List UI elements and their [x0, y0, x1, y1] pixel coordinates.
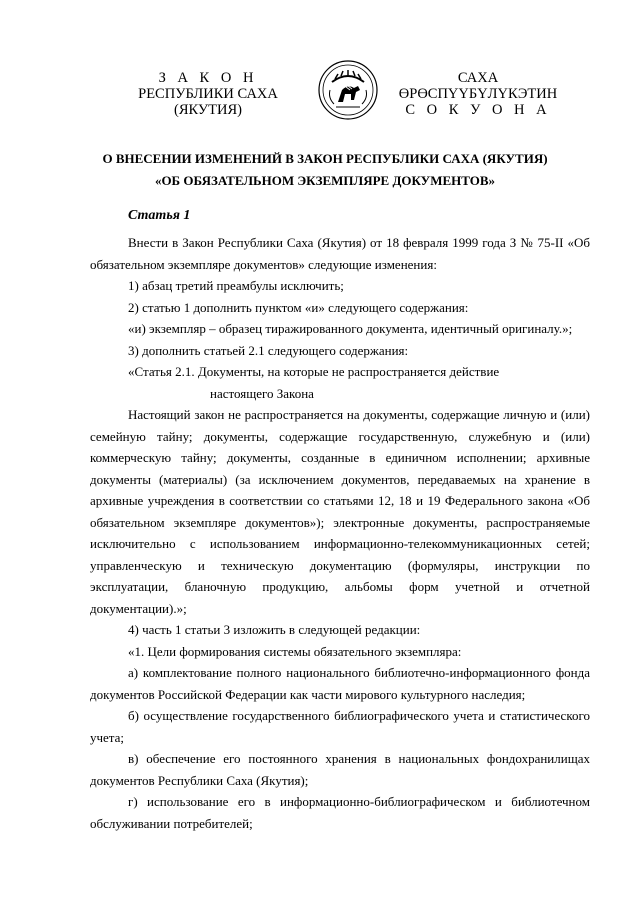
paragraph: Внести в Закон Республики Саха (Якутия) от 18 февраля 1999 года З № 75-II «Об обязательном экземпляре документов» следующие изменения: [90, 235, 590, 272]
paragraph: настоящего Закона [210, 385, 314, 401]
header-right [398, 70, 558, 118]
paragraph: «1. Цели формирования системы обязательного экземпляра: [128, 643, 462, 659]
paragraph: 4) часть 1 статьи 3 изложить в следующей редакции: [128, 622, 421, 637]
title-line-1: О ВНЕСЕНИИ ИЗМЕНЕНИЙ В ЗАКОН РЕСПУБЛИКИ САХА (ЯКУТИЯ) [102, 151, 548, 166]
paragraph: а) комплектование полного национального библиотечно-информационного фонда документов Российской Федерации как части мирового культурного наследия; [90, 665, 590, 702]
paragraph: «Статья 2.1. Документы, на которые не распространяется действие [128, 364, 500, 379]
document-title [60, 148, 590, 192]
document-body [90, 232, 590, 834]
header-left [108, 70, 308, 118]
paragraph: в) обеспечение его постоянного хранения в национальных фондохранилищах документов Республики Саха (Якутия); [90, 751, 590, 788]
header-republic-name: РЕСПУБЛИКИ САХА (ЯКУТИЯ) [138, 86, 278, 118]
article-heading: Статья 1 [128, 208, 191, 223]
paragraph: 1) абзац третий преамбулы исключить; [128, 278, 344, 293]
header-law-label: З А К О Н [158, 70, 258, 86]
paragraph: Настоящий закон не распространяется на документы, содержащие личную и (или) семейную тайну; документы, содержащие государственную, служебную и (или) коммерческую тайну; документы, созданные в единичном исполнении; архивные документы (материалы) (за исключением документов, передаваемых на хранение в архивные учреждения в соответствии со статьями 12, 18 и 19 Федерального закона «Об обязательном экземпляре документов»); электронные документы, распространяемые исключительно с использованием информационно-телекоммуникационных сетей; управленческую и техническую документацию (формуляры, инструкции по эксплуатации, бланочную продукцию, альбомы форм учетной и отчетной документации).»; [90, 407, 590, 616]
paragraph: 2) статью 1 дополнить пунктом «и» следующего содержания: [128, 299, 469, 315]
header-law-label-sakha: С О К У О Н А [405, 102, 551, 118]
state-emblem-icon [318, 60, 378, 120]
paragraph: г) использование его в информационно-библиографическом и библиотечном обслуживании потребителей; [90, 794, 590, 831]
paragraph: 3) дополнить статьей 2.1 следующего содержания: [128, 342, 409, 358]
paragraph: «и) экземпляр – образец тиражированного документа, идентичный оригиналу.»; [128, 321, 573, 336]
title-line-2: «ОБ ОБЯЗАТЕЛЬНОМ ЭКЗЕМПЛЯРЕ ДОКУМЕНТОВ» [154, 173, 496, 188]
header-republic-name-sakha: САХА ӨРӨСПҮҮБҮЛҮКЭТИН [398, 70, 558, 102]
paragraph: б) осуществление государственного библиографического учета и статистического учета; [90, 708, 590, 745]
